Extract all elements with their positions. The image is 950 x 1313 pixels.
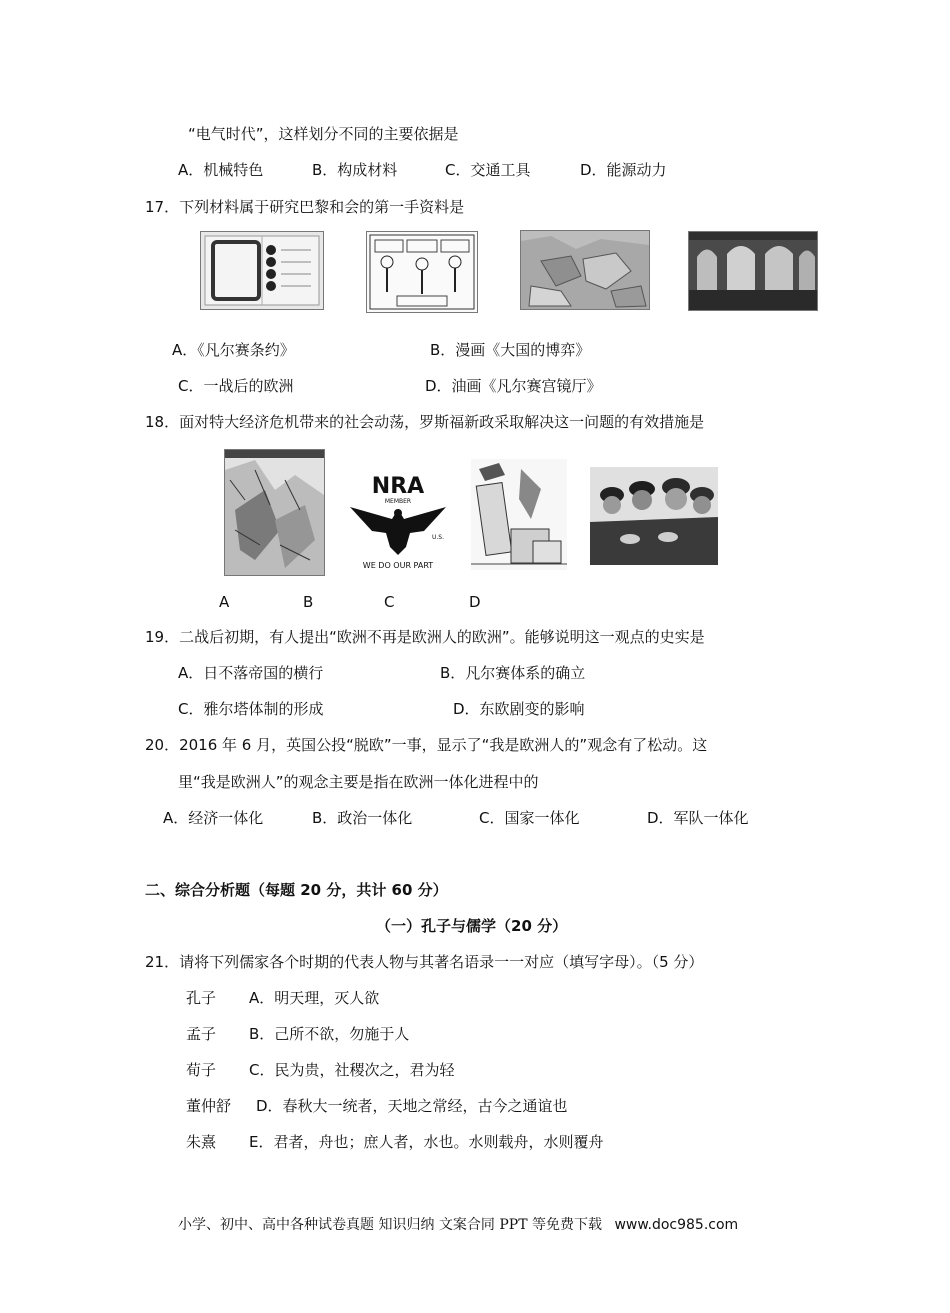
- q19-stem: 19．二战后初期，有人提出“欧洲不再是欧洲人的欧洲”。能够说明这一观点的史实是: [145, 628, 705, 646]
- q16-option-c: C．交通工具: [445, 161, 531, 179]
- q16-option-a: A．机械特色: [178, 161, 264, 179]
- q19-option-b: B．凡尔赛体系的确立: [440, 664, 586, 682]
- q18-label-b: B: [303, 593, 314, 611]
- q21-name: 孔子: [186, 989, 217, 1007]
- q19-option-c: C．雅尔塔体制的形成: [178, 700, 324, 718]
- breadline-photo-image: [590, 467, 718, 565]
- q20-option-a: A．经济一体化: [163, 809, 264, 827]
- q21-stem: 21．请将下列儒家各个时期的代表人物与其著名语录一一对应（填写字母）。（5 分）: [145, 953, 704, 971]
- page-footer: [178, 1214, 738, 1234]
- nra-us: U.S.: [432, 534, 445, 541]
- nra-title: NRA: [371, 474, 425, 499]
- cartoon-pill-image: [471, 459, 567, 570]
- q17-option-d: D．油画《凡尔赛宫镜厅》: [425, 377, 602, 395]
- section2-heading: 二、综合分析题（每题 20 分，共计 60 分）: [145, 881, 448, 899]
- q18-label-a: A: [219, 593, 230, 611]
- q20-stem-line1: 20．2016 年 6 月，英国公投“脱欧”一事，显示了“我是欧洲人的”观念有了松动。这: [145, 736, 708, 754]
- q20-option-c: C．国家一体化: [479, 809, 580, 827]
- q17-stem: 17．下列材料属于研究巴黎和会的第一手资料是: [145, 198, 465, 216]
- q20-option-d: D．军队一体化: [647, 809, 749, 827]
- nra-member: MEMBER: [384, 498, 412, 505]
- q20-stem-line2: 里“我是欧洲人”的观念主要是指在欧洲一体化进程中的: [178, 773, 539, 791]
- q21-quote: B．己所不欲，勿施于人: [249, 1025, 410, 1043]
- footer-text: 小学、初中、高中各种试卷真题 知识归纳 文案合同 PPT 等免费下载: [178, 1217, 602, 1233]
- q20-option-b: B．政治一体化: [312, 809, 413, 827]
- q16-option-b: B．构成材料: [312, 161, 398, 179]
- q17-option-a: A．《凡尔赛条约》: [172, 341, 295, 359]
- q16-stem-tail: “电气时代”，这样划分不同的主要依据是: [188, 125, 459, 143]
- q17-option-b: B．漫画《大国的博弈》: [430, 341, 591, 359]
- footer-url[interactable]: www.doc985.com: [614, 1217, 739, 1233]
- postwar-europe-map-image: [520, 230, 650, 310]
- q18-label-c: C: [384, 593, 395, 611]
- nra-motto: WE DO OUR PART: [362, 561, 434, 570]
- q16-option-d: D．能源动力: [580, 161, 667, 179]
- cartoon-great-powers-image: [366, 231, 478, 313]
- section2-subheading: （一）孔子与儒学（20 分）: [376, 917, 568, 935]
- q19-option-a: A．日不落帝国的横行: [178, 664, 324, 682]
- engraving-image: [224, 449, 325, 576]
- q21-name: 朱熹: [186, 1133, 217, 1151]
- q18-stem: 18．面对特大经济危机带来的社会动荡，罗斯福新政采取解决这一问题的有效措施是: [145, 413, 705, 431]
- nra-eagle-poster: [346, 471, 451, 571]
- q19-option-d: D．东欧剧变的影响: [453, 700, 585, 718]
- q21-quote: A．明天理，灭人欲: [249, 989, 380, 1007]
- q21-name: 孟子: [186, 1025, 217, 1043]
- q21-quote: C．民为贵，社稷次之，君为轻: [249, 1061, 455, 1079]
- q21-quote: E．君者，舟也；庶人者，水也。水则载舟，水则覆舟: [249, 1133, 604, 1151]
- q18-label-d: D: [469, 593, 481, 611]
- q21-name: 董仲舒: [186, 1097, 232, 1115]
- hall-of-mirrors-painting-image: [688, 231, 818, 311]
- treaty-document-image: [200, 231, 324, 310]
- q21-quote: D．春秋大一统者，天地之常经，古今之通谊也: [256, 1097, 568, 1115]
- q17-option-c: C．一战后的欧洲: [178, 377, 294, 395]
- q21-name: 荀子: [186, 1061, 217, 1079]
